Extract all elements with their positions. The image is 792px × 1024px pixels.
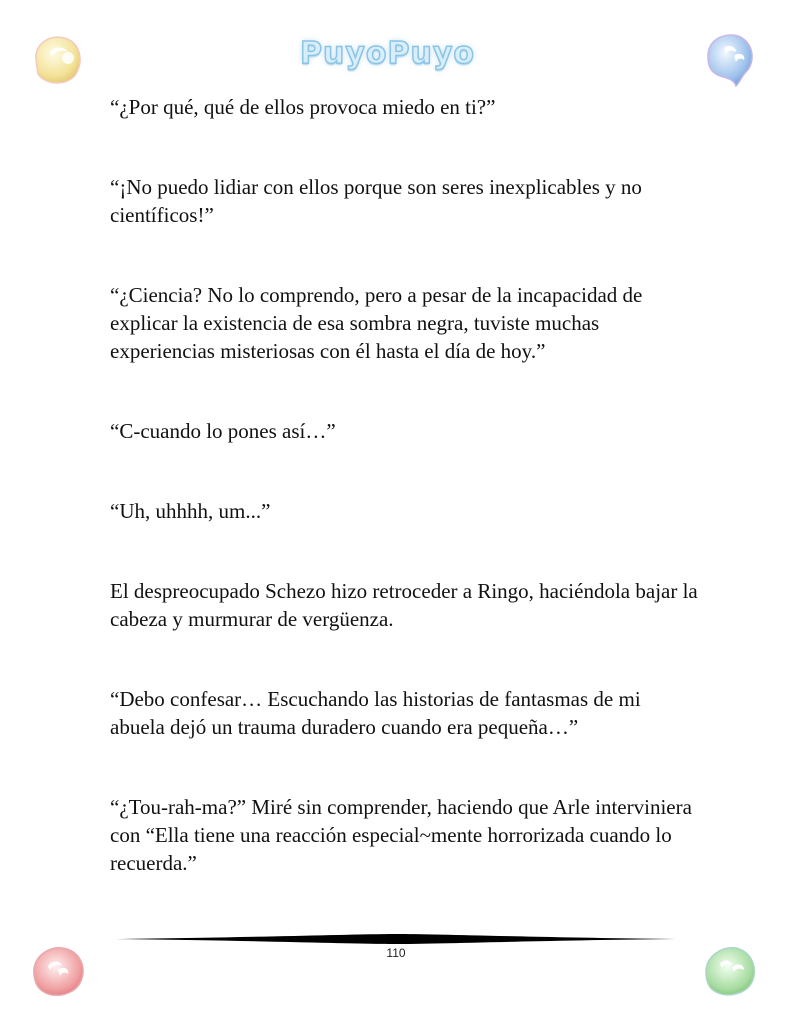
paragraph: “Uh, uhhhh, um...”	[110, 499, 271, 523]
paragraph: “C-cuando lo pones así…”	[110, 419, 336, 443]
page-number: 110	[386, 946, 406, 960]
paragraph: “¿Tou-rah-ma?” Miré sin comprender, haciendo que Arle interviniera con “Ella tiene una reacción especial~mente horrorizada cuando lo recuerda.”	[110, 795, 692, 875]
red-puyo-icon	[28, 940, 88, 1000]
footer-divider	[116, 933, 676, 945]
paragraph: “¡No puedo lidiar con ellos porque son seres inexplicables y no científicos!”	[110, 175, 642, 227]
yellow-puyo-icon	[28, 30, 88, 90]
green-puyo-icon	[700, 940, 760, 1000]
paragraph: “¿Ciencia? No lo comprendo, pero a pesar de la incapacidad de explicar la existencia de esa sombra negra, tuviste muchas experiencias misteriosas con él hasta el día de hoy.”	[110, 283, 643, 363]
blue-puyo-icon	[700, 28, 760, 88]
paragraph: El despreocupado Schezo hizo retroceder a Ringo, haciéndola bajar la cabeza y murmurar de vergüenza.	[110, 579, 698, 631]
page-body	[110, 93, 700, 877]
paragraph: “Debo confesar… Escuchando las historias de fantasmas de mi abuela dejó un trauma duradero cuando era pequeña…”	[110, 687, 641, 739]
puyopuyo-logo: PuyoPuyo	[300, 36, 476, 71]
paragraph: “¿Por qué, qué de ellos provoca miedo en ti?”	[110, 95, 496, 119]
